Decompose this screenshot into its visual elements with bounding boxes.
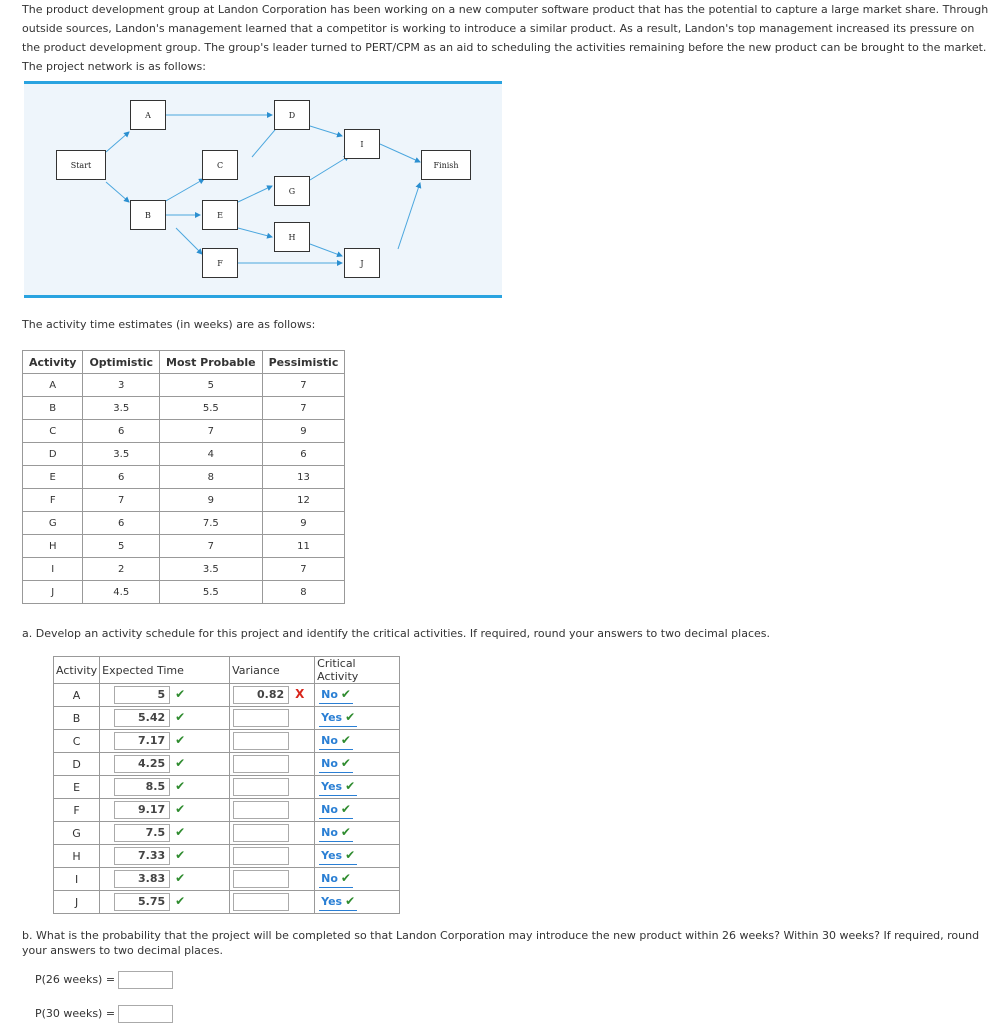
answer-row (54, 753, 400, 776)
expected-time-input[interactable]: 7.5 (114, 824, 170, 842)
critical-activity-value: No (321, 826, 338, 839)
estimate-cell: 6 (262, 443, 345, 466)
check-icon: ✔ (345, 710, 356, 724)
expected-time-cell (100, 707, 230, 730)
estimate-cell: 7 (83, 489, 160, 512)
expected-time-cell (100, 730, 230, 753)
prob-30-input[interactable] (118, 1005, 173, 1023)
variance-input[interactable]: 0.82 (233, 686, 289, 704)
critical-cell (315, 891, 400, 914)
node-h: H (274, 222, 310, 252)
node-j: J (344, 248, 380, 278)
estimate-cell: C (23, 420, 83, 443)
critical-cell (315, 753, 400, 776)
expected-time-input[interactable]: 4.25 (114, 755, 170, 773)
check-icon: ✔ (175, 871, 186, 885)
estimate-cell: 9 (262, 420, 345, 443)
estimate-row (23, 443, 345, 466)
critical-cell (315, 707, 400, 730)
arrow-e-g (238, 186, 272, 202)
answer-row (54, 799, 400, 822)
estimate-row (23, 535, 345, 558)
ans-col-expected-time: Expected Time (100, 657, 230, 684)
estimate-cell: 6 (83, 512, 160, 535)
ans-col-activity: Activity (54, 657, 100, 684)
variance-cell (230, 822, 315, 845)
estimate-cell: 5.5 (160, 581, 263, 604)
critical-cell (315, 868, 400, 891)
estimate-row (23, 466, 345, 489)
estimate-cell: 13 (262, 466, 345, 489)
critical-activity-select[interactable] (319, 801, 353, 819)
arrow-start-a (106, 132, 129, 152)
critical-activity-value: No (321, 872, 338, 885)
critical-activity-value: No (321, 688, 338, 701)
ans-col-critical-activity: Critical Activity (315, 657, 400, 684)
arrow-e-h (238, 228, 272, 237)
check-icon: ✔ (340, 687, 351, 701)
check-icon: ✔ (175, 802, 186, 816)
critical-activity-select[interactable] (319, 755, 353, 773)
critical-activity-value: Yes (321, 849, 343, 862)
estimate-row (23, 374, 345, 397)
col-activity: Activity (23, 351, 83, 374)
answer-activity: I (54, 868, 100, 891)
critical-cell (315, 776, 400, 799)
ans-col-variance: Variance (230, 657, 315, 684)
estimate-cell: J (23, 581, 83, 604)
prob-30-label: P(30 weeks) = (35, 1007, 116, 1020)
critical-activity-select[interactable] (319, 870, 353, 888)
node-finish: Finish (421, 150, 471, 180)
arrow-e-f (176, 228, 202, 254)
check-icon: ✔ (175, 710, 186, 724)
variance-cell (230, 684, 315, 707)
estimate-row (23, 558, 345, 581)
estimate-cell: 5.5 (160, 397, 263, 420)
estimate-cell: 4 (160, 443, 263, 466)
arrow-j-finish (398, 183, 420, 249)
arrow-g-i (310, 156, 349, 180)
estimate-cell: 3.5 (83, 443, 160, 466)
estimate-cell: I (23, 558, 83, 581)
estimate-cell: E (23, 466, 83, 489)
estimate-cell: 8 (262, 581, 345, 604)
question-b: b. What is the probability that the project will be completed so that Landon Corporation may introduce the new product within 26 weeks? Within 30 weeks? If required, round your answers to two decimal places. (22, 929, 980, 957)
estimate-cell: B (23, 397, 83, 420)
check-icon: ✔ (340, 802, 351, 816)
arrow-start-b (106, 182, 129, 202)
estimate-cell: 12 (262, 489, 345, 512)
expected-time-cell (100, 799, 230, 822)
variance-cell (230, 753, 315, 776)
answer-activity: D (54, 753, 100, 776)
critical-cell (315, 822, 400, 845)
node-c: C (202, 150, 238, 180)
variance-cell (230, 776, 315, 799)
node-start: Start (56, 150, 106, 180)
critical-activity-value: Yes (321, 895, 343, 908)
variance-cell (230, 730, 315, 753)
incorrect-icon: X (295, 687, 305, 701)
critical-activity-value: No (321, 803, 338, 816)
answer-activity: E (54, 776, 100, 799)
arrow-i-finish (380, 144, 420, 162)
variance-input[interactable] (233, 755, 289, 773)
critical-cell (315, 799, 400, 822)
critical-activity-value: Yes (321, 780, 343, 793)
answer-activity: H (54, 845, 100, 868)
estimate-cell: 7.5 (160, 512, 263, 535)
network-arrows (24, 84, 502, 301)
node-e: E (202, 200, 238, 230)
critical-activity-select[interactable] (319, 847, 357, 865)
answer-row (54, 684, 400, 707)
variance-cell (230, 799, 315, 822)
answer-activity: A (54, 684, 100, 707)
variance-input[interactable] (233, 801, 289, 819)
estimate-row (23, 397, 345, 420)
answer-row (54, 891, 400, 914)
variance-input[interactable] (233, 870, 289, 888)
answer-row (54, 822, 400, 845)
check-icon: ✔ (175, 825, 186, 839)
expected-time-input[interactable]: 7.17 (114, 732, 170, 750)
expected-time-input[interactable]: 5 (114, 686, 170, 704)
check-icon: ✔ (175, 733, 186, 747)
col-pessimistic: Pessimistic (262, 351, 345, 374)
estimate-cell: 7 (262, 558, 345, 581)
critical-cell (315, 845, 400, 868)
arrow-h-j (310, 244, 342, 256)
question-a: a. Develop an activity schedule for this project and identify the critical activities. If required, round your answers to two decimal places. (22, 627, 770, 640)
col-most-probable: Most Probable (160, 351, 263, 374)
prob-26-row (35, 971, 173, 989)
variance-cell (230, 868, 315, 891)
critical-activity-select[interactable] (319, 732, 353, 750)
check-icon: ✔ (345, 894, 356, 908)
estimate-cell: 5 (160, 374, 263, 397)
node-a: A (130, 100, 166, 130)
estimate-cell: D (23, 443, 83, 466)
check-icon: ✔ (175, 779, 186, 793)
estimate-cell: H (23, 535, 83, 558)
check-icon: ✔ (175, 848, 186, 862)
critical-activity-select[interactable] (319, 893, 357, 911)
estimate-cell: 3.5 (160, 558, 263, 581)
expected-time-cell (100, 845, 230, 868)
estimate-row (23, 489, 345, 512)
critical-activity-select[interactable] (319, 778, 357, 796)
estimate-cell: 9 (262, 512, 345, 535)
critical-activity-select[interactable] (319, 709, 357, 727)
answer-activity: F (54, 799, 100, 822)
variance-input[interactable] (233, 732, 289, 750)
check-icon: ✔ (175, 894, 186, 908)
variance-input[interactable] (233, 709, 289, 727)
estimates-body (23, 374, 345, 604)
variance-cell (230, 845, 315, 868)
expected-time-input[interactable]: 8.5 (114, 778, 170, 796)
estimate-row (23, 512, 345, 535)
project-network-diagram (24, 81, 502, 298)
estimate-cell: G (23, 512, 83, 535)
estimate-cell: 7 (262, 374, 345, 397)
estimate-cell: F (23, 489, 83, 512)
expected-time-cell (100, 891, 230, 914)
estimate-cell: A (23, 374, 83, 397)
expected-time-input[interactable]: 9.17 (114, 801, 170, 819)
estimate-cell: 11 (262, 535, 345, 558)
activity-estimates-table (22, 350, 345, 604)
answer-row (54, 868, 400, 891)
variance-cell (230, 707, 315, 730)
estimate-cell: 7 (160, 420, 263, 443)
answer-activity: J (54, 891, 100, 914)
estimate-cell: 8 (160, 466, 263, 489)
critical-activity-value: No (321, 734, 338, 747)
answer-activity: G (54, 822, 100, 845)
critical-cell (315, 684, 400, 707)
check-icon: ✔ (340, 733, 351, 747)
expected-time-cell (100, 684, 230, 707)
answer-activity: C (54, 730, 100, 753)
estimate-row (23, 581, 345, 604)
arrow-b-c (164, 179, 204, 202)
expected-time-input[interactable]: 5.75 (114, 893, 170, 911)
answer-row (54, 730, 400, 753)
critical-activity-value: Yes (321, 711, 343, 724)
expected-time-cell (100, 753, 230, 776)
variance-input[interactable] (233, 824, 289, 842)
check-icon: ✔ (175, 756, 186, 770)
estimate-cell: 4.5 (83, 581, 160, 604)
critical-activity-select[interactable] (319, 824, 353, 842)
prob-26-input[interactable] (118, 971, 173, 989)
problem-intro: The product development group at Landon Corporation has been working on a new computer software product that has the potential to capture a large market share. Through outside sources, Landon's management learned that a competitor is working to introduce a similar product. As a result, Landon's top management increased its pressure on the product development group. The group's leader turned to PERT/CPM as an aid to scheduling the activities remaining before the new product can be brought to the market. The project network is as follows: (22, 3, 989, 73)
answer-row (54, 776, 400, 799)
expected-time-input[interactable]: 7.33 (114, 847, 170, 865)
expected-time-cell (100, 868, 230, 891)
estimate-cell: 6 (83, 420, 160, 443)
check-icon: ✔ (340, 871, 351, 885)
answer-activity: B (54, 707, 100, 730)
critical-activity-select[interactable] (319, 686, 353, 704)
answer-row (54, 707, 400, 730)
estimate-cell: 6 (83, 466, 160, 489)
node-b: B (130, 200, 166, 230)
estimate-cell: 3.5 (83, 397, 160, 420)
node-g: G (274, 176, 310, 206)
arrow-d-i (310, 126, 342, 136)
prob-26-label: P(26 weeks) = (35, 973, 116, 986)
expected-time-cell (100, 822, 230, 845)
check-icon: ✔ (345, 779, 356, 793)
variance-cell (230, 891, 315, 914)
expected-time-cell (100, 776, 230, 799)
node-d: D (274, 100, 310, 130)
check-icon: ✔ (340, 825, 351, 839)
node-f: F (202, 248, 238, 278)
estimates-intro: The activity time estimates (in weeks) are as follows: (22, 318, 316, 331)
answer-row (54, 845, 400, 868)
estimate-cell: 3 (83, 374, 160, 397)
estimate-cell: 9 (160, 489, 263, 512)
answer-body (54, 684, 400, 914)
col-optimistic: Optimistic (83, 351, 160, 374)
expected-time-input[interactable]: 3.83 (114, 870, 170, 888)
estimate-cell: 7 (262, 397, 345, 420)
estimate-cell: 2 (83, 558, 160, 581)
variance-input[interactable] (233, 847, 289, 865)
estimate-cell: 7 (160, 535, 263, 558)
activity-schedule-answer-table (53, 656, 400, 914)
estimate-row (23, 420, 345, 443)
check-icon: ✔ (175, 687, 186, 701)
estimate-cell: 5 (83, 535, 160, 558)
critical-cell (315, 730, 400, 753)
variance-input[interactable] (233, 778, 289, 796)
expected-time-input[interactable]: 5.42 (114, 709, 170, 727)
check-icon: ✔ (345, 848, 356, 862)
check-icon: ✔ (340, 756, 351, 770)
variance-input[interactable] (233, 893, 289, 911)
prob-30-row (35, 1005, 173, 1023)
node-i: I (344, 129, 380, 159)
critical-activity-value: No (321, 757, 338, 770)
